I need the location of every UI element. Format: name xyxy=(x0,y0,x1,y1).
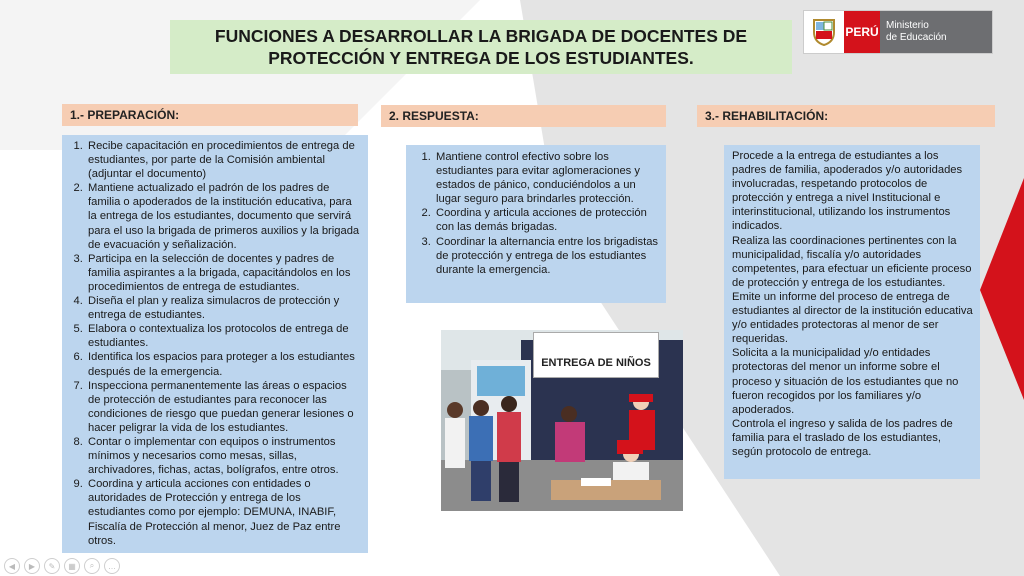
slides-grid-icon[interactable]: ▦ xyxy=(64,558,80,574)
title-banner xyxy=(170,20,792,74)
section-preparacion-header: 1.- PREPARACIÓN: xyxy=(62,104,358,126)
list-item: 5. Elabora o contextualiza los protocolos de entrega de estudiantes. xyxy=(86,322,360,350)
list-item: 2. Coordina y articula acciones de protección con las demás brigadas. xyxy=(434,206,658,234)
list-item: 8. Contar o implementar con equipos o instrumentos mínimos y necesarios como mesas, sillas, archivadores, fichas, actas, bolígrafos, entre otros. xyxy=(86,435,360,477)
section-respuesta-header: 2. RESPUESTA: xyxy=(381,105,666,127)
brigade-photo xyxy=(441,330,683,511)
list-item: 1. Recibe capacitación en procedimientos de entrega de estudiantes, por parte de la Comisión ambiental (adjuntar el documento) xyxy=(86,139,360,181)
photo-banner xyxy=(533,332,659,378)
rehab-paragraph: Solicita a la municipalidad y/o entidades protectoras del menor un informe sobre el proceso y situación de los estudiantes que no fueron recogidos por los familiares y/o apoderados. xyxy=(732,347,959,416)
list-item: 1. Mantiene control efectivo sobre los estudiantes para evitar aglomeraciones y estados de pánico, conduciéndolos a un lugar seguro para brindarles protección. xyxy=(434,150,658,206)
photo-banner-text: ENTREGA DE NIÑOS xyxy=(541,357,651,369)
section-respuesta-box xyxy=(406,145,666,303)
list-item: 7. Inspecciona permanentemente las áreas o espacios de protección de estudiantes para reconocer las condiciones de riesgo que puedan generar lesiones o hacer peligrar la vida de los estudiantes. xyxy=(86,379,360,435)
logo-peru-label: PERÚ xyxy=(844,11,880,53)
list-item: 6. Identifica los espacios para proteger a los estudiantes después de la emergencia. xyxy=(86,350,360,378)
section-preparacion-box xyxy=(62,135,368,553)
slide-nav-controls xyxy=(4,558,120,574)
pen-tool-icon[interactable]: ✎ xyxy=(44,558,60,574)
list-item: 3. Coordinar la alternancia entre los brigadistas de protección y entrega de los estudiantes durante la emergencia. xyxy=(434,235,658,277)
more-options-icon[interactable]: … xyxy=(104,558,120,574)
title-line-1: FUNCIONES A DESARROLLAR LA BRIGADA DE DOCENTES DE xyxy=(214,26,748,46)
list-item: 4. Diseña el plan y realiza simulacros de protección y entrega de estudiantes. xyxy=(86,294,360,322)
section-rehabilitacion-box xyxy=(724,145,980,479)
list-item: 3. Participa en la selección de docentes y padres de familia aspirantes a la brigada, capacitándolos en los procedimientos de entrega de estudiantes. xyxy=(86,252,360,294)
rehab-paragraph: Emite un informe del proceso de entrega de estudiantes al director de la institución educativa y/o entidades protectoras al menor de ser requeridas. xyxy=(732,290,973,346)
respuesta-list xyxy=(416,150,658,277)
logo-ministry-line-2: de Educación xyxy=(886,32,947,43)
logo-ministry-label xyxy=(880,11,992,53)
title-line-2: PROTECCIÓN Y ENTREGA DE LOS ESTUDIANTES. xyxy=(268,48,694,68)
rehab-paragraph: Controla el ingreso y salida de los padres de familia para el traslado de los estudiantes, según protocolo de entrega. xyxy=(732,417,953,458)
preparacion-list xyxy=(68,139,360,548)
ministerio-logo xyxy=(803,10,993,54)
peru-shield-icon xyxy=(804,11,844,53)
next-slide-icon[interactable]: ▶ xyxy=(24,558,40,574)
logo-ministry-line-1: Ministerio xyxy=(886,20,929,31)
section-rehabilitacion-header: 3.- REHABILITACIÓN: xyxy=(697,105,995,127)
rehab-paragraph: Realiza las coordinaciones pertinentes con la municipalidad, fiscalía y/o autoridades competentes, para efectuar un eficiente proceso de protección y entrega de los estudiantes. xyxy=(732,234,972,289)
prev-slide-icon[interactable]: ◀ xyxy=(4,558,20,574)
list-item: 9. Coordina y articula acciones con entidades o autoridades de Protección y entrega de los estudiantes como por ejemplo: DEMUNA, INABIF, Fiscalía de Protección al menor, Juez de Paz entre otros. xyxy=(86,477,360,547)
zoom-icon[interactable]: ⌕ xyxy=(84,558,100,574)
rehab-paragraph: Procede a la entrega de estudiantes a los padres de familia, apoderados y/o autoridades involucradas, respetando protocolos de protección y entrega a nivel Institucional e interinstitucional, utilizando los instrumentos indicados. xyxy=(732,150,963,233)
list-item: 2. Mantiene actualizado el padrón de los padres de familia o apoderados de la institución educativa, para la entrega de los estudiantes, documento que servirá para el uso la brigada de primeros auxilios y la brigada de evacuación y señalización. xyxy=(86,181,360,251)
